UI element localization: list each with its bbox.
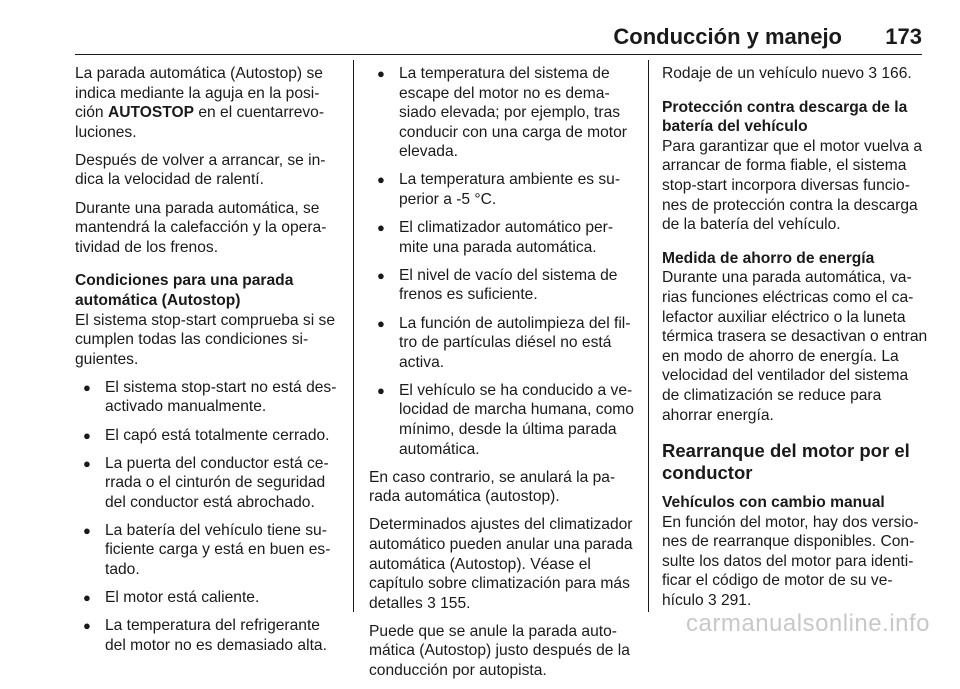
paragraph: El sistema stop-start comprueba si se cumplen todas las condiciones siguientes. bbox=[75, 311, 335, 368]
page-reference-link[interactable]: 3 291. bbox=[707, 592, 752, 610]
subheading: Medida de ahorro de energía bbox=[662, 249, 875, 267]
list-item: ● El sistema stop-start no está desactivado manualmente. bbox=[75, 378, 341, 417]
list-item: ● La puerta del conductor está cerrada o el cinturón de seguridad del conductor está abrochado. bbox=[75, 454, 341, 513]
paragraph: En función del motor, hay dos versiones de rearranque disponibles. Consulte los datos del motor para identificar el código de motor de su vehículo 3 291. bbox=[662, 513, 919, 610]
list-item: ● El nivel de vacío del sistema de frenos es suficiente. bbox=[369, 266, 635, 305]
paragraph: Durante una parada automática, varias funciones eléctricas como el calefactor auxiliar eléctrico o la luneta térmica trasera se desactivan o entran en modo de ahorro de energía. La velocidad del ventilador del sistema de climatización se reduce para ahorrar energía. bbox=[662, 269, 928, 424]
paragraph: En caso contrario, se anulará la parada automática (autostop). bbox=[369, 468, 616, 506]
subheading: Protección contra descarga de la batería del vehículo bbox=[662, 98, 908, 136]
column-2 bbox=[369, 64, 635, 689]
chapter-title: Conducción y manejo bbox=[613, 24, 842, 49]
list-item: ● El motor está caliente. bbox=[75, 588, 341, 608]
page-reference-link[interactable]: 3 166. bbox=[868, 65, 912, 82]
list-item: ● La batería del vehículo tiene suficiente carga y está en buen estado. bbox=[75, 521, 341, 580]
list-item: ● La temperatura ambiente es superior a -5 °C. bbox=[369, 170, 635, 209]
column-3 bbox=[662, 64, 928, 619]
watermark: carmanualsonline.info bbox=[686, 610, 930, 637]
paragraph: Rodaje de un vehículo nuevo 3 166. bbox=[662, 65, 912, 82]
list-item: ● El climatizador automático permite una parada automática. bbox=[369, 218, 635, 257]
paragraph: Para garantizar que el motor vuelva a arrancar de forma fiable, el sistema stop-start incorpora diversas funciones de protección contra la descarga de la batería del vehículo. bbox=[662, 137, 923, 234]
paragraph: Durante una parada automática, se mantendrá la calefacción y la operatividad de los frenos. bbox=[75, 199, 327, 256]
paragraph: Puede que se anule la parada automática (Autostop) justo después de la conducción por autopista. bbox=[369, 622, 630, 680]
column-divider-2 bbox=[648, 60, 649, 612]
conditions-list bbox=[75, 378, 341, 656]
list-item: ● La temperatura del refrigerante del motor no es demasiado alta. bbox=[75, 616, 341, 655]
conditions-list-continued bbox=[369, 64, 635, 459]
paragraph: Determinados ajustes del climatizador automático pueden anular una parada automática (Autostop). Véase el capítulo sobre climatización para más detalles 3 155. bbox=[369, 516, 633, 612]
list-item: ● La temperatura del sistema de escape del motor no es demasiado elevada; por ejemplo, tras conducir con una carga de motor elevada. bbox=[369, 64, 635, 162]
column-divider-1 bbox=[353, 60, 354, 612]
page-reference-link[interactable]: 3 155. bbox=[427, 594, 471, 612]
list-item: ● El capó está totalmente cerrado. bbox=[75, 426, 341, 446]
page-header bbox=[75, 24, 922, 54]
list-item: ● La función de autolimpieza del filtro de partículas diésel no está activa. bbox=[369, 314, 635, 373]
paragraph: La parada automática (Autostop) se indica mediante la aguja en la posición AUTOSTOP en el cuentarrevoluciones. bbox=[75, 65, 325, 141]
section-heading: Rearranque del motor por el conductor bbox=[662, 440, 910, 484]
list-item: ● El vehículo se ha conducido a velocidad de marcha humana, como mínimo, desde la última parada automática. bbox=[369, 381, 635, 459]
subheading: Vehículos con cambio manual bbox=[662, 494, 885, 512]
page-number: 173 bbox=[885, 24, 922, 49]
subheading: Condiciones para una parada automática (Autostop) bbox=[75, 272, 294, 309]
autostop-label: AUTOSTOP bbox=[107, 104, 195, 122]
column-1 bbox=[75, 64, 341, 664]
header-rule bbox=[75, 54, 922, 55]
paragraph: Después de volver a arrancar, se indica la velocidad de ralentí. bbox=[75, 151, 326, 189]
